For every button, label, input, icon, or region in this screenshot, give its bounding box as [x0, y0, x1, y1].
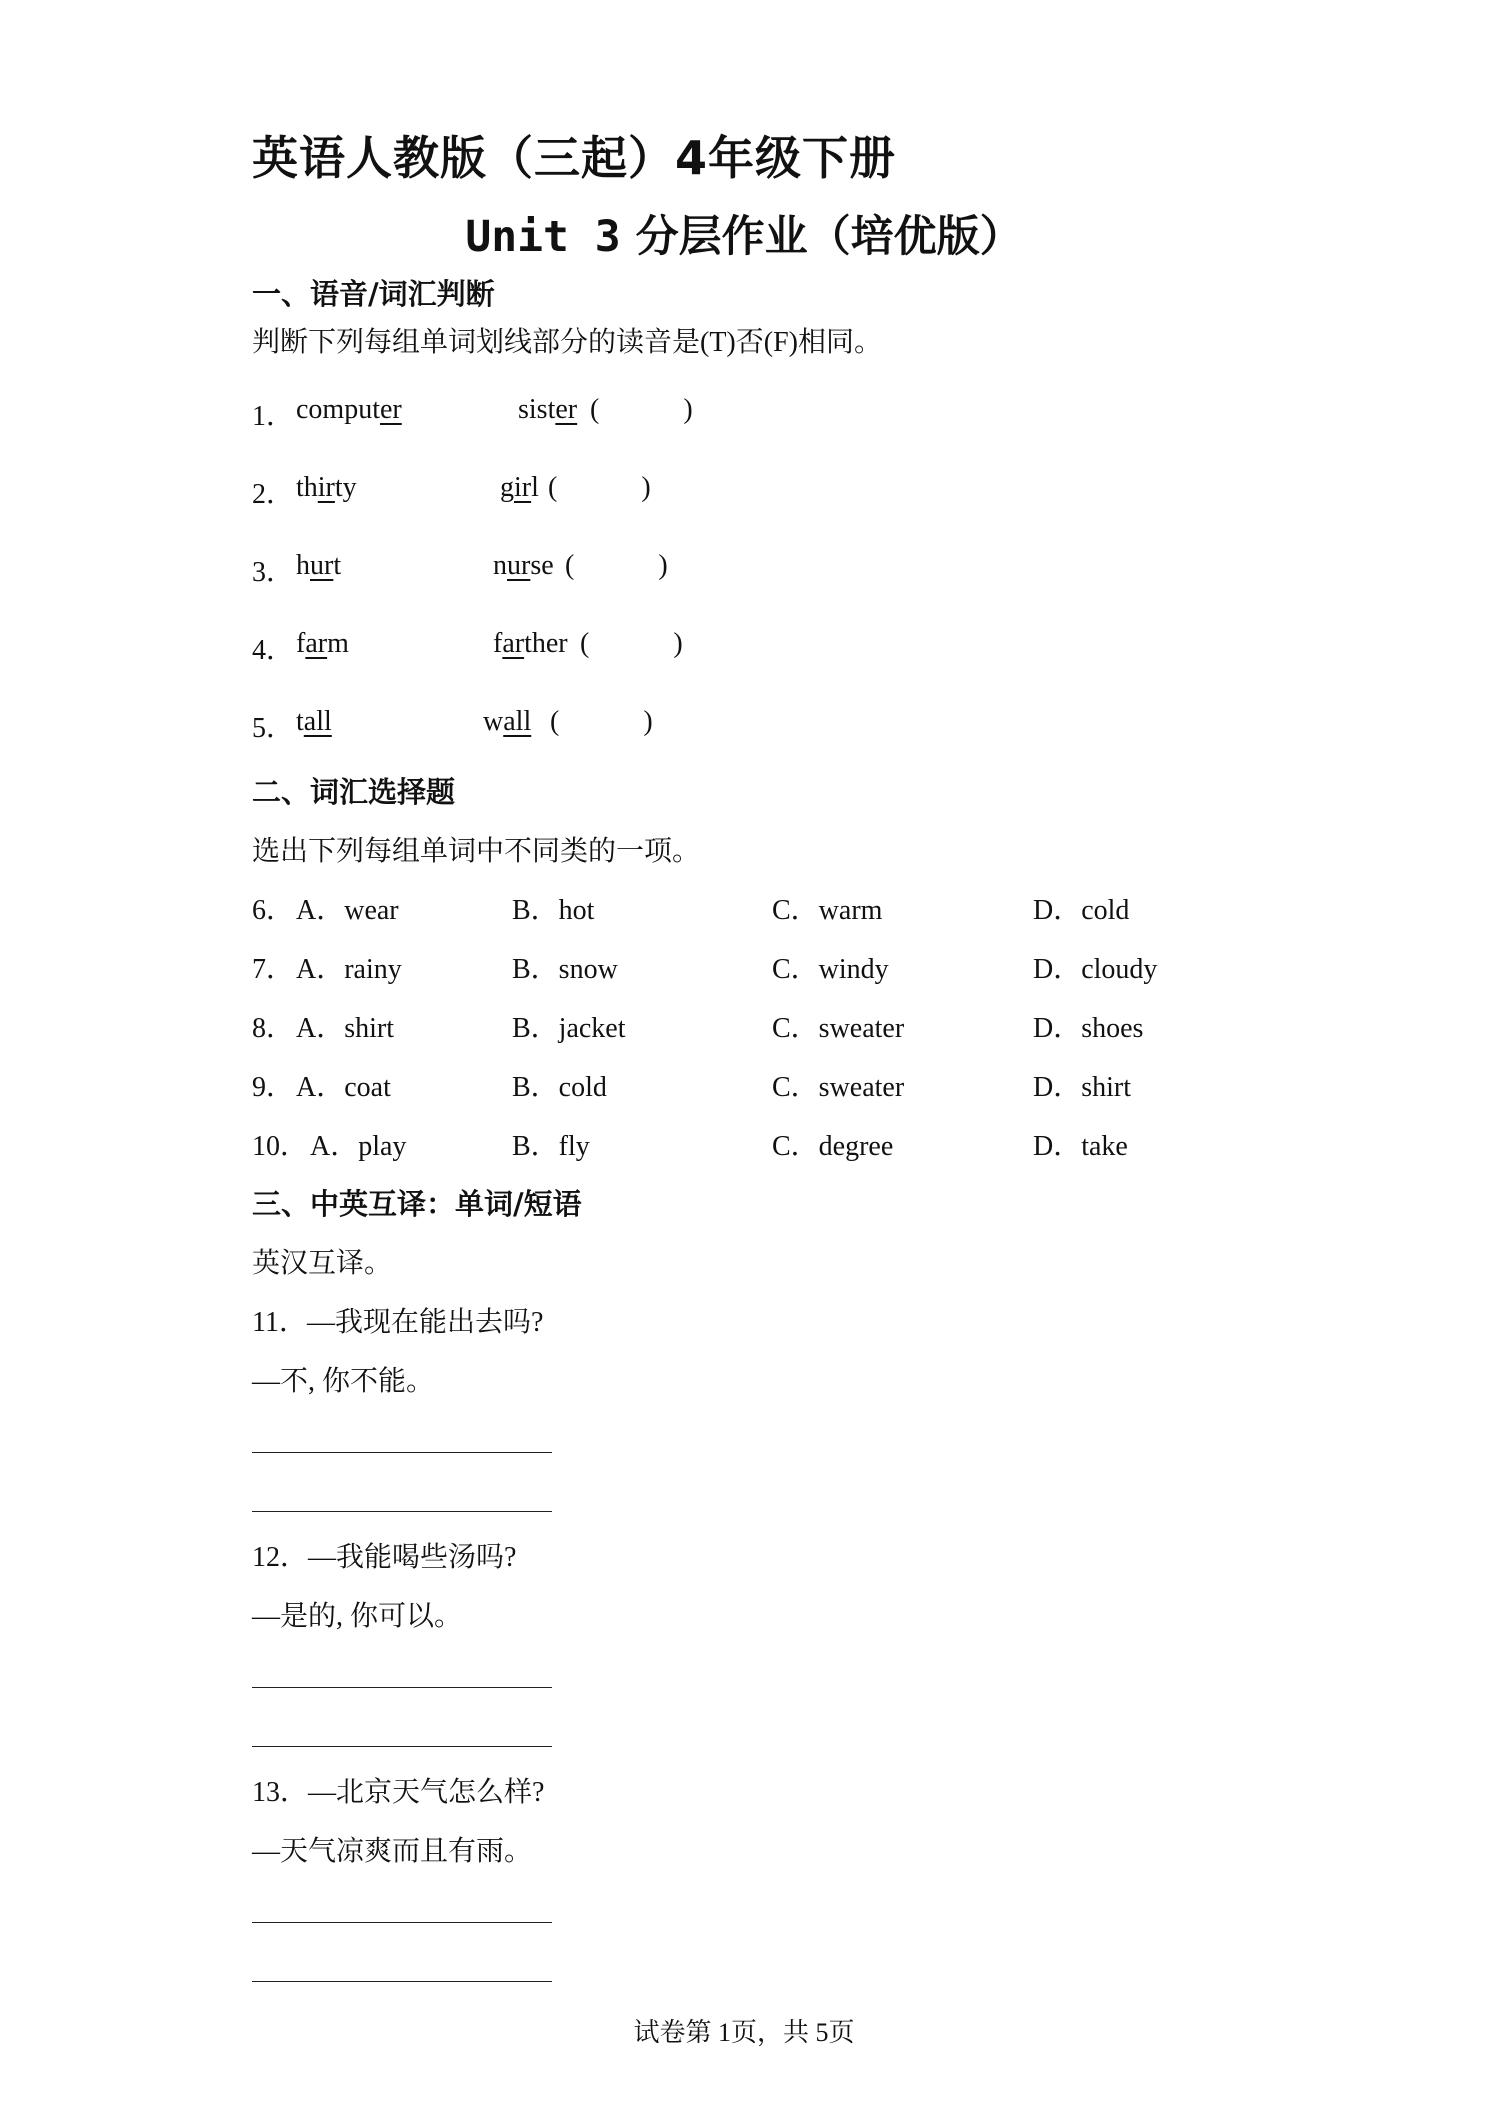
- unit-label: Unit 3: [465, 212, 621, 262]
- option-b: B．jacket: [512, 1013, 626, 1044]
- section3-instruction: 英汉互译。: [252, 1248, 393, 1279]
- option-d: D．take: [1033, 1131, 1128, 1162]
- option-c: C．sweater: [772, 1072, 905, 1103]
- answer-line[interactable]: [252, 1746, 552, 1747]
- answer-line[interactable]: [252, 1922, 552, 1923]
- option-a: A．shirt: [296, 1013, 395, 1044]
- page-subtitle: [0, 203, 1488, 264]
- option-a: A．play: [310, 1131, 407, 1162]
- word-part: l: [531, 472, 539, 503]
- word-part: th: [296, 472, 318, 503]
- option-a: A．coat: [296, 1072, 391, 1103]
- word-part: h: [296, 550, 310, 581]
- page-title: 英语人教版（三起）4年级下册: [252, 131, 897, 185]
- word-part: t: [296, 706, 304, 737]
- item-number: 10．: [252, 1131, 309, 1162]
- subtitle-suffix: 分层作业（培优版）: [635, 212, 1023, 262]
- option-c: C．degree: [772, 1131, 894, 1162]
- word-part: g: [500, 472, 514, 503]
- item-number: 2．: [252, 479, 295, 510]
- item-number: 6．: [252, 895, 295, 926]
- word-part: comput: [296, 394, 380, 425]
- question-text: 12．—我能喝些汤吗?: [252, 1542, 517, 1573]
- option-c: C．warm: [772, 895, 883, 926]
- word-1: [296, 628, 349, 660]
- question-text: 13．—北京天气怎么样?: [252, 1777, 545, 1808]
- underlined-part: er: [380, 394, 402, 425]
- item-number: 5．: [252, 713, 295, 744]
- answer-line[interactable]: [252, 1452, 552, 1453]
- item-number: 8．: [252, 1013, 295, 1044]
- answer-prompt: —是的, 你可以。: [252, 1601, 463, 1632]
- word-part: ther: [524, 628, 568, 659]
- word-part: sist: [518, 394, 556, 425]
- underlined-part: ir: [514, 472, 532, 503]
- section2-heading: 二、词汇选择题: [252, 775, 456, 809]
- word-part: m: [327, 628, 349, 659]
- word-part: t: [333, 550, 342, 581]
- word-part: ty: [334, 472, 357, 503]
- section1-instruction: 判断下列每组单词划线部分的读音是(T)否(F)相同。: [252, 327, 882, 358]
- option-b: B．cold: [512, 1072, 607, 1103]
- answer-line[interactable]: [252, 1981, 552, 1982]
- option-c: C．sweater: [772, 1013, 905, 1044]
- word-1: [296, 706, 332, 738]
- option-b: B．hot: [512, 895, 595, 926]
- option-b: B．snow: [512, 954, 618, 985]
- item-number: 3．: [252, 557, 295, 588]
- answer-parentheses[interactable]: ( ): [590, 394, 693, 425]
- section2-instruction: 选出下列每组单词中不同类的一项。: [252, 836, 701, 867]
- option-d: D．shirt: [1033, 1072, 1132, 1103]
- answer-parentheses[interactable]: ( ): [565, 550, 668, 581]
- word-2: [493, 550, 554, 582]
- answer-prompt: —不, 你不能。: [252, 1366, 435, 1397]
- item-number: 9．: [252, 1072, 295, 1103]
- option-a: A．rainy: [296, 954, 402, 985]
- option-d: D．shoes: [1033, 1013, 1144, 1044]
- section3-heading: 三、中英互译：单词/短语: [252, 1187, 582, 1221]
- answer-parentheses[interactable]: ( ): [550, 706, 653, 737]
- word-1: [296, 394, 402, 426]
- answer-line[interactable]: [252, 1511, 552, 1512]
- underlined-part: all: [303, 706, 332, 737]
- answer-prompt: —天气凉爽而且有雨。: [252, 1836, 533, 1867]
- question-text: 11．—我现在能出去吗?: [252, 1307, 544, 1338]
- word-1: [296, 472, 357, 504]
- word-part: w: [483, 706, 504, 737]
- item-number: 1．: [252, 401, 295, 432]
- page-footer: 试卷第 1页，共 5页: [633, 2018, 855, 2047]
- word-part: f: [296, 628, 306, 659]
- underlined-part: ur: [310, 550, 334, 581]
- option-b: B．fly: [512, 1131, 590, 1162]
- option-a: A．wear: [296, 895, 399, 926]
- word-2: [493, 628, 568, 660]
- item-number: 7．: [252, 954, 295, 985]
- option-c: C．windy: [772, 954, 889, 985]
- word-2: [500, 472, 539, 504]
- word-1: [296, 550, 341, 582]
- answer-parentheses[interactable]: ( ): [548, 472, 651, 503]
- underlined-part: all: [503, 706, 532, 737]
- word-2: [518, 394, 577, 426]
- word-2: [483, 706, 531, 738]
- option-d: D．cold: [1033, 895, 1130, 926]
- word-part: n: [493, 550, 507, 581]
- word-part: f: [493, 628, 503, 659]
- underlined-part: ar: [502, 628, 525, 659]
- underlined-part: ar: [305, 628, 328, 659]
- answer-parentheses[interactable]: ( ): [580, 628, 683, 659]
- option-d: D．cloudy: [1033, 954, 1158, 985]
- underlined-part: er: [555, 394, 578, 425]
- answer-line[interactable]: [252, 1687, 552, 1688]
- word-part: se: [530, 550, 554, 581]
- underlined-part: ir: [317, 472, 335, 503]
- underlined-part: ur: [507, 550, 531, 581]
- item-number: 4．: [252, 635, 295, 666]
- section1-heading: 一、语音/词汇判断: [252, 277, 495, 311]
